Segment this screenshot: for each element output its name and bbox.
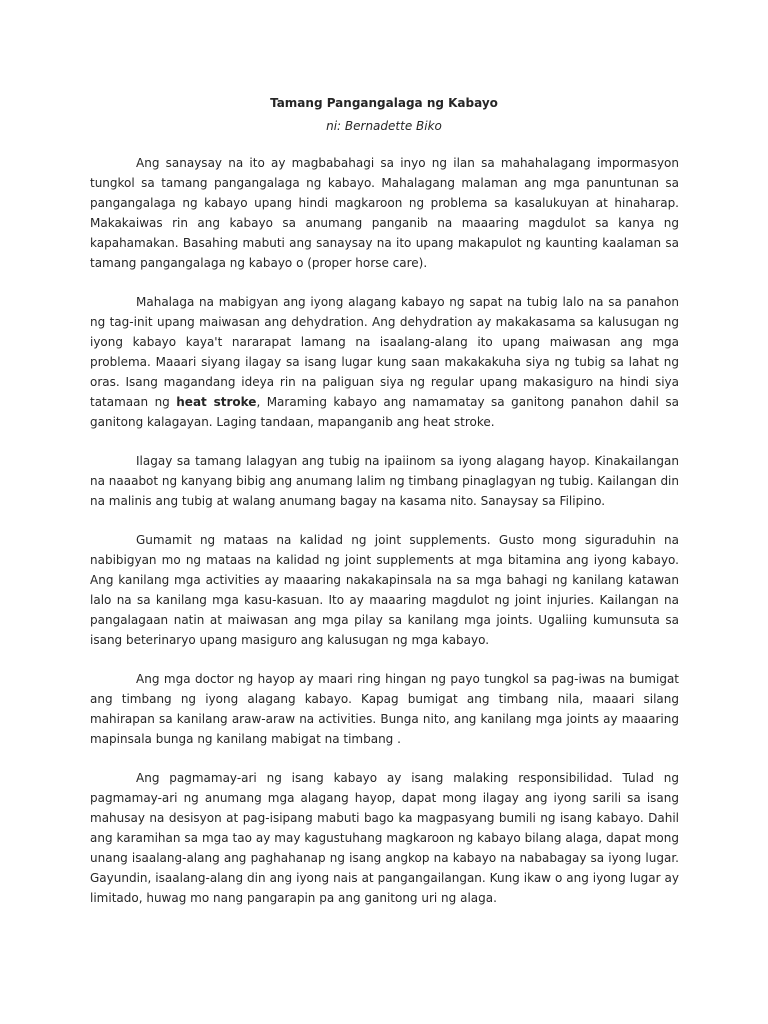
paragraph-5: Ang mga doctor ng hayop ay maari ring hingan ng payo tungkol sa pag-iwas na bumigat ang timbang ng iyong alagang kabayo. Kapag bumigat ang timbang nila, maaari silang mahirapan sa kanilang araw-araw na activities. Bunga nito, ang kanilang mga joints ay maaaring mapinsala bunga ng kanilang mabigat na timbang . <box>90 672 679 746</box>
paragraph-2-bold-term: heat stroke <box>176 395 257 409</box>
paragraph-1: Ang sanaysay na ito ay magbabahagi sa inyo ng ilan sa mahahalagang impormasyon tungkol sa tamang pangangalaga ng kabayo. Mahalagang malaman ang mga panuntunan sa pangangalaga ng kabayo upang hindi magkaroon ng problema sa kasalukuyan at hinaharap. Makakaiwas rin ang kabayo sa anumang panganib na maaaring magdulot sa kanya ng kapahamakan. Basahing mabuti ang sanaysay na ito upang makapulot ng kaunting kaalaman sa tamang pangangalaga ng kabayo o (proper horse care). <box>90 156 679 270</box>
paragraph-2-text-end: , Maraming kabayo ang namamatay sa ganitong panahon dahil sa ganitong kalagayan. Laging tandaan, mapanganib ang heat stroke. <box>90 395 679 429</box>
paragraph-3: Ilagay sa tamang lalagyan ang tubig na ipaiinom sa iyong alagang hayop. Kinakailangan na naaabot ng kanyang bibig ang anumang lalim ng timbang pinaglagyan ng tubig. Kailangan din na malinis ang tubig at walang anumang bagay na kasama nito. Sanaysay sa Filipino. <box>90 454 679 508</box>
paragraph-4: Gumamit ng mataas na kalidad ng joint supplements. Gusto mong siguraduhin na nabibigyan mo ng mataas na kalidad ng joint supplements at mga bitamina ang iyong kabayo. Ang kanilang mga activities ay maaaring nakakapinsala na sa mga bahagi ng kanilang katawan lalo na sa kanilang mga kasu-kasuan. Ito ay maaaring magdulot ng joint injuries. Kailangan na pangalagaan natin at maiwasan ang mga pilay sa kanilang mga joints. Ugaliing kumunsuta sa isang beterinaryo upang masiguro ang kalusugan ng mga kabayo. <box>90 533 679 647</box>
paragraph-2 <box>90 292 679 432</box>
paragraph-6: Ang pagmamay-ari ng isang kabayo ay isang malaking responsibilidad. Tulad ng pagmamay-ari ng anumang mga alagang hayop, dapat mong ilagay ang iyong sarili sa isang mahusay na desisyon at pag-isipang mabuti bago ka magpasyang bumili ng isang kabayo. Dahil ang karamihan sa mga tao ay may kagustuhang magkaroon ng kabayo bilang alaga, dapat mong unang isaalang-alang ang paghahanap ng isang angkop na kabayo na nababagay sa iyong lugar. Gayundin, isaalang-alang din ang iyong nais at pangangailangan. Kung ikaw o ang iyong lugar ay limitado, huwag mo nang pangarapin pa ang ganitong uri ng alaga. <box>90 771 679 905</box>
document-title: Tamang Pangangalaga ng Kabayo <box>270 96 498 110</box>
document-author: ni: Bernadette Biko <box>326 119 442 133</box>
document-body <box>90 153 679 927</box>
paragraph-2-text-start: Mahalaga na mabigyan ang iyong alagang kabayo ng sapat na tubig lalo na sa panahon ng tag-init upang maiwasan ang dehydration. Ang dehydration ay makakasama sa kalusugan ng iyong kabayo kaya't nararapat lamang na isaalang-alang ito upang maiwasan ang mga problema. Maaari siyang ilagay sa isang lugar kung saan makakakuha siya ng tubig sa lahat ng oras. Isang magandang ideya rin na paliguan siya ng regular upang makasiguro na hindi siya tatamaan ng <box>90 295 679 409</box>
